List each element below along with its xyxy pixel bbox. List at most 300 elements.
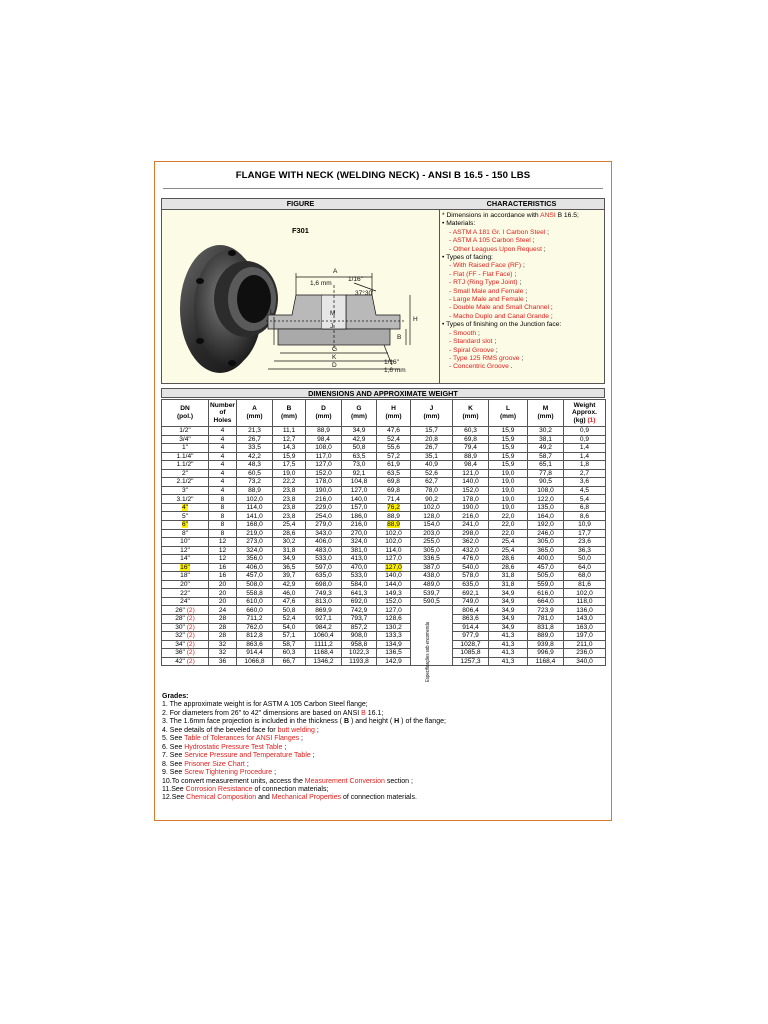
note-link[interactable]: butt welding [277, 726, 315, 734]
table-cell: 635,0 [306, 572, 342, 581]
table-cell: 63,5 [342, 452, 377, 461]
table-cell: 50,0 [564, 555, 606, 564]
table-cell: 50,8 [273, 606, 306, 615]
characteristic-link[interactable]: ANSI [540, 212, 556, 219]
table-cell: 762,0 [237, 623, 273, 632]
characteristic-item [442, 271, 604, 279]
table-cell: 216,0 [342, 521, 377, 530]
table-cell: 41,3 [489, 640, 528, 649]
table-cell: 69,8 [377, 478, 411, 487]
table-cell: 64,0 [564, 563, 606, 572]
characteristic-link[interactable]: - Concentric Groove [449, 363, 509, 371]
grades-notes [162, 693, 602, 803]
column-header: J (mm) [411, 400, 453, 427]
table-cell: 533,0 [342, 572, 377, 581]
note-text: of connection materials; [252, 785, 329, 793]
note-link[interactable]: B [361, 709, 366, 717]
table-cell: 597,0 [306, 563, 342, 572]
table-cell: 71,4 [377, 495, 411, 504]
characteristics-header: CHARACTERISTICS [439, 199, 604, 210]
table-cell: 88,9 [377, 512, 411, 521]
figure-code: F301 [292, 226, 309, 235]
table-row [162, 461, 606, 470]
table-cell: 539,7 [411, 589, 453, 598]
note-item [162, 752, 602, 760]
table-cell: 20 [209, 589, 237, 598]
table-cell: 19,0 [273, 469, 306, 478]
table-cell: 2" [162, 469, 209, 478]
table-cell: 5" [162, 512, 209, 521]
table-cell: 134,9 [377, 640, 411, 649]
table-cell: 25,4 [489, 546, 528, 555]
table-cell: 26,7 [237, 435, 273, 444]
table-cell: 857,2 [342, 623, 377, 632]
table-cell: 88,9 [306, 427, 342, 436]
table-cell: 141,0 [237, 512, 273, 521]
spec-label: Especificações sob encomenda [425, 620, 431, 682]
label-l: L [270, 309, 274, 316]
table-row [162, 640, 606, 649]
note-link[interactable]: Mechanical Properties [271, 794, 342, 802]
table-cell: 254,0 [306, 512, 342, 521]
table-cell: 34" (2) [162, 640, 209, 649]
table-cell: 127,0 [377, 606, 411, 615]
flange-photo [180, 245, 278, 373]
table-cell: 340,0 [564, 657, 606, 666]
characteristic-item [442, 296, 604, 304]
characteristic-text: • Types of facing: [442, 254, 493, 262]
table-cell: 77,8 [528, 469, 564, 478]
table-cell: 0,9 [564, 435, 606, 444]
table-cell: 3" [162, 486, 209, 495]
note-link[interactable]: Corrosion Resistance [185, 785, 253, 793]
column-header: Weight Approx. (kg) (1) [564, 400, 606, 427]
table-cell: 1,4 [564, 452, 606, 461]
table-cell: 22,2 [273, 478, 306, 487]
table-cell: 438,0 [411, 572, 453, 581]
note-item [162, 744, 602, 752]
table-row [162, 529, 606, 538]
characteristic-item [442, 330, 604, 338]
table-cell: 863,6 [453, 615, 489, 624]
table-row [162, 503, 606, 512]
table-cell: 22,0 [489, 521, 528, 530]
table-cell: 939,8 [528, 640, 564, 649]
table-cell: 476,0 [453, 555, 489, 564]
table-cell: 4 [209, 486, 237, 495]
table-cell: 3/4" [162, 435, 209, 444]
table-cell: 863,6 [237, 640, 273, 649]
table-cell: 25,4 [273, 521, 306, 530]
characteristic-link[interactable]: - Standard slot [449, 338, 493, 346]
table-cell: 16 [209, 563, 237, 572]
note-item [162, 727, 602, 735]
table-cell: 36,3 [564, 546, 606, 555]
section-view [266, 273, 410, 369]
characteristic-text: • Types of finishing on the Junction face: [442, 321, 562, 329]
table-cell: 1066,8 [237, 657, 273, 666]
characteristic-link[interactable]: - Smooth [449, 329, 477, 337]
table-cell: 1085,8 [453, 649, 489, 658]
table-cell: 127,0 [377, 555, 411, 564]
table-cell: 48,3 [237, 461, 273, 470]
table-cell: 25,4 [489, 538, 528, 547]
table-cell: 1168,4 [306, 649, 342, 658]
table-cell: 1111,2 [306, 640, 342, 649]
table-cell: 723,9 [528, 606, 564, 615]
characteristic-item [442, 313, 604, 321]
table-cell: 23,8 [273, 486, 306, 495]
table-cell: 34,9 [489, 606, 528, 615]
table-cell: 1060,4 [306, 632, 342, 641]
table-cell: 216,0 [306, 495, 342, 504]
table-cell: 19,0 [489, 478, 528, 487]
characteristic-link[interactable]: - Large Male and Female [449, 296, 524, 304]
column-header: L (mm) [489, 400, 528, 427]
table-cell: 15,9 [489, 461, 528, 470]
table-cell: 90,5 [528, 478, 564, 487]
table-cell: 406,0 [237, 563, 273, 572]
table-cell: 14,3 [273, 444, 306, 453]
table-cell: 616,0 [528, 589, 564, 598]
table-cell: 10" [162, 538, 209, 547]
table-cell: 432,0 [453, 546, 489, 555]
table-cell: 23,6 [564, 538, 606, 547]
table-cell: 52,4 [377, 435, 411, 444]
label-k: K [332, 354, 337, 361]
column-header: DN (pol.) [162, 400, 209, 427]
table-cell: 15,9 [489, 444, 528, 453]
note-link[interactable]: Table of Tolerances for ANSI Flanges [184, 735, 300, 743]
table-cell: 34,9 [273, 555, 306, 564]
note-text: ; [244, 760, 249, 768]
table-cell: 996,9 [528, 649, 564, 658]
table-cell: 641,3 [342, 589, 377, 598]
table-row [162, 486, 606, 495]
table-cell: 102,0 [377, 538, 411, 547]
table-cell: 489,0 [411, 580, 453, 589]
table-cell: 742,9 [342, 606, 377, 615]
table-cell: 49,2 [528, 444, 564, 453]
table-cell: 15,9 [489, 452, 528, 461]
note-text: 11.See [162, 785, 186, 793]
table-cell: 1346,2 [306, 657, 342, 666]
table-cell: 590,5 [411, 597, 453, 606]
table-cell: 88,9 [377, 521, 411, 530]
table-cell: 42,2 [237, 452, 273, 461]
column-header: Number of Holes [209, 400, 237, 427]
table-cell: 406,0 [306, 538, 342, 547]
table-cell: 8 [209, 495, 237, 504]
table-cell: 4 [209, 478, 237, 487]
table-cell: 812,8 [237, 632, 273, 641]
characteristic-item [442, 321, 604, 329]
table-cell: 236,0 [564, 649, 606, 658]
table-row [162, 589, 606, 598]
characteristic-link[interactable]: - ASTM A 105 Carbon Steel [449, 237, 531, 245]
table-cell: 31,8 [273, 546, 306, 555]
table-cell: 62,7 [411, 478, 453, 487]
table-cell: 869,9 [306, 606, 342, 615]
table-cell: 20,8 [411, 435, 453, 444]
characteristic-link[interactable]: - Macho Duplo and Canal Grande [449, 312, 549, 320]
note-text: ; [314, 726, 319, 734]
title-divider [163, 188, 603, 189]
note-text: 8. See [162, 760, 185, 768]
table-cell: 540,0 [453, 563, 489, 572]
table-cell: 15,9 [489, 427, 528, 436]
table-cell: 381,0 [342, 546, 377, 555]
table-cell: 1.1/4" [162, 452, 209, 461]
note-text: 4. See details of the beveled face for [162, 726, 278, 734]
table-cell: 8,6 [564, 512, 606, 521]
table-body [162, 427, 606, 666]
table-cell: 127,0 [342, 486, 377, 495]
characteristic-link[interactable]: - RTJ (Ring Type Joint) [449, 279, 518, 287]
characteristic-link[interactable]: - With Raised Face (RF) [449, 262, 522, 270]
table-cell: 108,0 [528, 486, 564, 495]
table-cell: 365,0 [528, 546, 564, 555]
characteristic-link[interactable]: - Double Male and Small Channel [449, 304, 549, 312]
table-cell: 5,4 [564, 495, 606, 504]
note-link[interactable]: Hydrostatic Pressure Test Table [184, 743, 283, 751]
table-cell: 76,2 [377, 503, 411, 512]
table-cell: 152,0 [453, 486, 489, 495]
table-cell: 457,0 [528, 563, 564, 572]
table-cell: 28 [209, 623, 237, 632]
table-cell: 133,3 [377, 632, 411, 641]
table-row [162, 478, 606, 487]
table-cell: 19,0 [489, 503, 528, 512]
table-cell: 73,2 [237, 478, 273, 487]
table-row [162, 563, 606, 572]
table-cell: 154,0 [411, 521, 453, 530]
table-cell: 22,0 [489, 512, 528, 521]
characteristic-item [442, 212, 604, 220]
table-cell: 60,3 [273, 649, 306, 658]
table-cell: 23,8 [273, 512, 306, 521]
note-link[interactable]: Chemical Composition [186, 794, 257, 802]
table-cell: 4 [209, 461, 237, 470]
table-cell: 8 [209, 503, 237, 512]
table-row [162, 435, 606, 444]
label-bottom-1-16: 1/16" [384, 359, 399, 366]
table-cell: 11,1 [273, 427, 306, 436]
table-cell: 135,0 [528, 503, 564, 512]
table-cell: 470,0 [342, 563, 377, 572]
label-h: H [413, 316, 418, 323]
table-cell: 1168,4 [528, 657, 564, 666]
table-cell: 336,5 [411, 555, 453, 564]
table-cell: 533,0 [306, 555, 342, 564]
table-cell: 98,4 [306, 435, 342, 444]
table-cell: 163,0 [564, 623, 606, 632]
table-cell: 34,9 [342, 427, 377, 436]
note-item [162, 769, 602, 777]
table-cell: 50,8 [342, 444, 377, 453]
characteristic-item [442, 262, 604, 270]
table-cell: 914,4 [453, 623, 489, 632]
table-cell: 26" (2) [162, 606, 209, 615]
table-cell: 149,3 [377, 589, 411, 598]
table-cell: 10,9 [564, 521, 606, 530]
characteristic-link[interactable]: - Small Male and Female [449, 287, 524, 295]
table-cell: 1.1/2" [162, 461, 209, 470]
table-cell: 977,9 [453, 632, 489, 641]
table-cell: 186,0 [342, 512, 377, 521]
characteristic-item [442, 220, 604, 228]
table-cell: 73,0 [342, 461, 377, 470]
label-g: G [332, 346, 338, 353]
characteristic-suffix: ; [517, 279, 522, 287]
table-cell: 23,8 [273, 503, 306, 512]
table-cell: 246,0 [528, 529, 564, 538]
table-cell: 88,9 [237, 486, 273, 495]
table-cell: 35,1 [411, 452, 453, 461]
characteristic-suffix: ; [521, 262, 525, 270]
table-cell: 8 [209, 529, 237, 538]
table-cell: 104,8 [342, 478, 377, 487]
table-cell: 140,0 [453, 478, 489, 487]
characteristic-item [442, 229, 604, 237]
table-cell: 47,6 [273, 597, 306, 606]
table-cell: 413,0 [342, 555, 377, 564]
table-cell: 30,2 [273, 538, 306, 547]
note-text: 9. See [162, 769, 185, 777]
table-cell: 32 [209, 649, 237, 658]
table-cell: 31,8 [489, 572, 528, 581]
note-item [162, 735, 602, 743]
table-cell: 42,9 [342, 435, 377, 444]
table-cell: 36 [209, 657, 237, 666]
table-header-row [162, 400, 606, 427]
table-cell: 140,0 [342, 495, 377, 504]
table-cell: 54,0 [273, 623, 306, 632]
table-cell: 324,0 [342, 538, 377, 547]
characteristic-item [442, 246, 604, 254]
note-text: section ; [384, 777, 413, 785]
table-cell: 88,9 [453, 452, 489, 461]
characteristic-suffix: ; [530, 237, 535, 245]
label-a: A [333, 268, 338, 275]
table-cell: 197,0 [564, 632, 606, 641]
note-link[interactable]: Service Pressure and Temperature Table [184, 752, 311, 760]
table-cell: 457,0 [237, 572, 273, 581]
table-cell: 102,0 [411, 503, 453, 512]
table-cell: 12 [209, 546, 237, 555]
note-item [162, 794, 602, 802]
table-cell: 36,5 [273, 563, 306, 572]
table-cell: 1028,7 [453, 640, 489, 649]
table-cell: 108,0 [306, 444, 342, 453]
note-item [162, 786, 602, 794]
table-cell: 908,0 [342, 632, 377, 641]
table-cell: 229,0 [306, 503, 342, 512]
table-cell: 41,3 [489, 657, 528, 666]
table-cell: 692,1 [453, 589, 489, 598]
note-item [162, 710, 602, 718]
table-cell: 927,1 [306, 615, 342, 624]
table-cell: 1193,8 [342, 657, 377, 666]
table-cell: 16 [209, 572, 237, 581]
label-bottom-1-6mm: 1,6 mm [384, 367, 406, 374]
table-cell: 121,0 [453, 469, 489, 478]
label-1-6mm: 1,6 mm [310, 280, 332, 287]
note-text: H [394, 718, 400, 726]
note-text: and [256, 794, 272, 802]
table-cell: 57,1 [273, 632, 306, 641]
table-cell: 15,7 [411, 427, 453, 436]
table-cell: 1/2" [162, 427, 209, 436]
table-cell: 26,7 [411, 444, 453, 453]
table-cell: 749,0 [453, 597, 489, 606]
characteristic-suffix: ; [492, 338, 497, 346]
characteristic-suffix: ; [523, 287, 528, 295]
table-cell: 3,6 [564, 478, 606, 487]
note-text: B [343, 718, 350, 726]
table-cell: 2,7 [564, 469, 606, 478]
table-cell: 20 [209, 597, 237, 606]
note-link[interactable]: Measurement Conversion [304, 777, 385, 785]
table-cell: 58,7 [273, 640, 306, 649]
note-text: 3. The 1.6mm face projection is included in the thickness ( [162, 718, 344, 726]
characteristic-item [442, 254, 604, 262]
table-cell: 958,8 [342, 640, 377, 649]
table-cell: 8" [162, 529, 209, 538]
table-cell: 698,0 [306, 580, 342, 589]
table-row [162, 512, 606, 521]
table-cell: 241,0 [453, 521, 489, 530]
table-cell: 559,0 [528, 580, 564, 589]
table-row [162, 572, 606, 581]
figure-characteristics-panel [161, 198, 605, 384]
label-angle: 37°30' [355, 290, 374, 297]
table-cell: 28,6 [489, 563, 528, 572]
table-cell: 508,0 [237, 580, 273, 589]
note-link[interactable]: Prisoner Size Chart [184, 760, 245, 768]
characteristic-link[interactable]: - Spiral Groove [449, 346, 494, 354]
table-cell: 164,0 [528, 512, 564, 521]
characteristic-text: • Materials: [442, 220, 476, 228]
table-cell: 28" (2) [162, 615, 209, 624]
characteristic-text: * Dimensions in accordance with [442, 212, 541, 219]
table-cell: 1,4 [564, 444, 606, 453]
table-cell: 203,0 [411, 529, 453, 538]
table-cell: 3.1/2" [162, 495, 209, 504]
note-link[interactable]: Screw Tightening Procedure [184, 769, 273, 777]
table-cell: 578,0 [453, 572, 489, 581]
table-cell: 117,0 [306, 452, 342, 461]
table-cell: 157,0 [342, 503, 377, 512]
table-cell: 102,0 [564, 589, 606, 598]
characteristic-link[interactable]: - Other Leagues Upon Request [449, 245, 542, 253]
table-cell: 19,0 [489, 486, 528, 495]
table-cell: 305,0 [411, 546, 453, 555]
table-cell: 6,8 [564, 503, 606, 512]
characteristic-link[interactable]: - Flat (FF - Flat Face) [449, 270, 513, 278]
table-row [162, 521, 606, 530]
table-cell: 69,8 [377, 486, 411, 495]
characteristic-link[interactable]: - Type 125 RMS groove [449, 354, 520, 362]
table-cell: 23,8 [273, 495, 306, 504]
label-b: B [397, 334, 402, 341]
table-cell: 102,0 [377, 529, 411, 538]
table-cell: 19,0 [489, 469, 528, 478]
characteristic-link[interactable]: - ASTM A 181 Gr. I Carbon Steel [449, 228, 546, 236]
table-cell: 889,0 [528, 632, 564, 641]
table-cell: 1022,3 [342, 649, 377, 658]
characteristic-item [442, 355, 604, 363]
